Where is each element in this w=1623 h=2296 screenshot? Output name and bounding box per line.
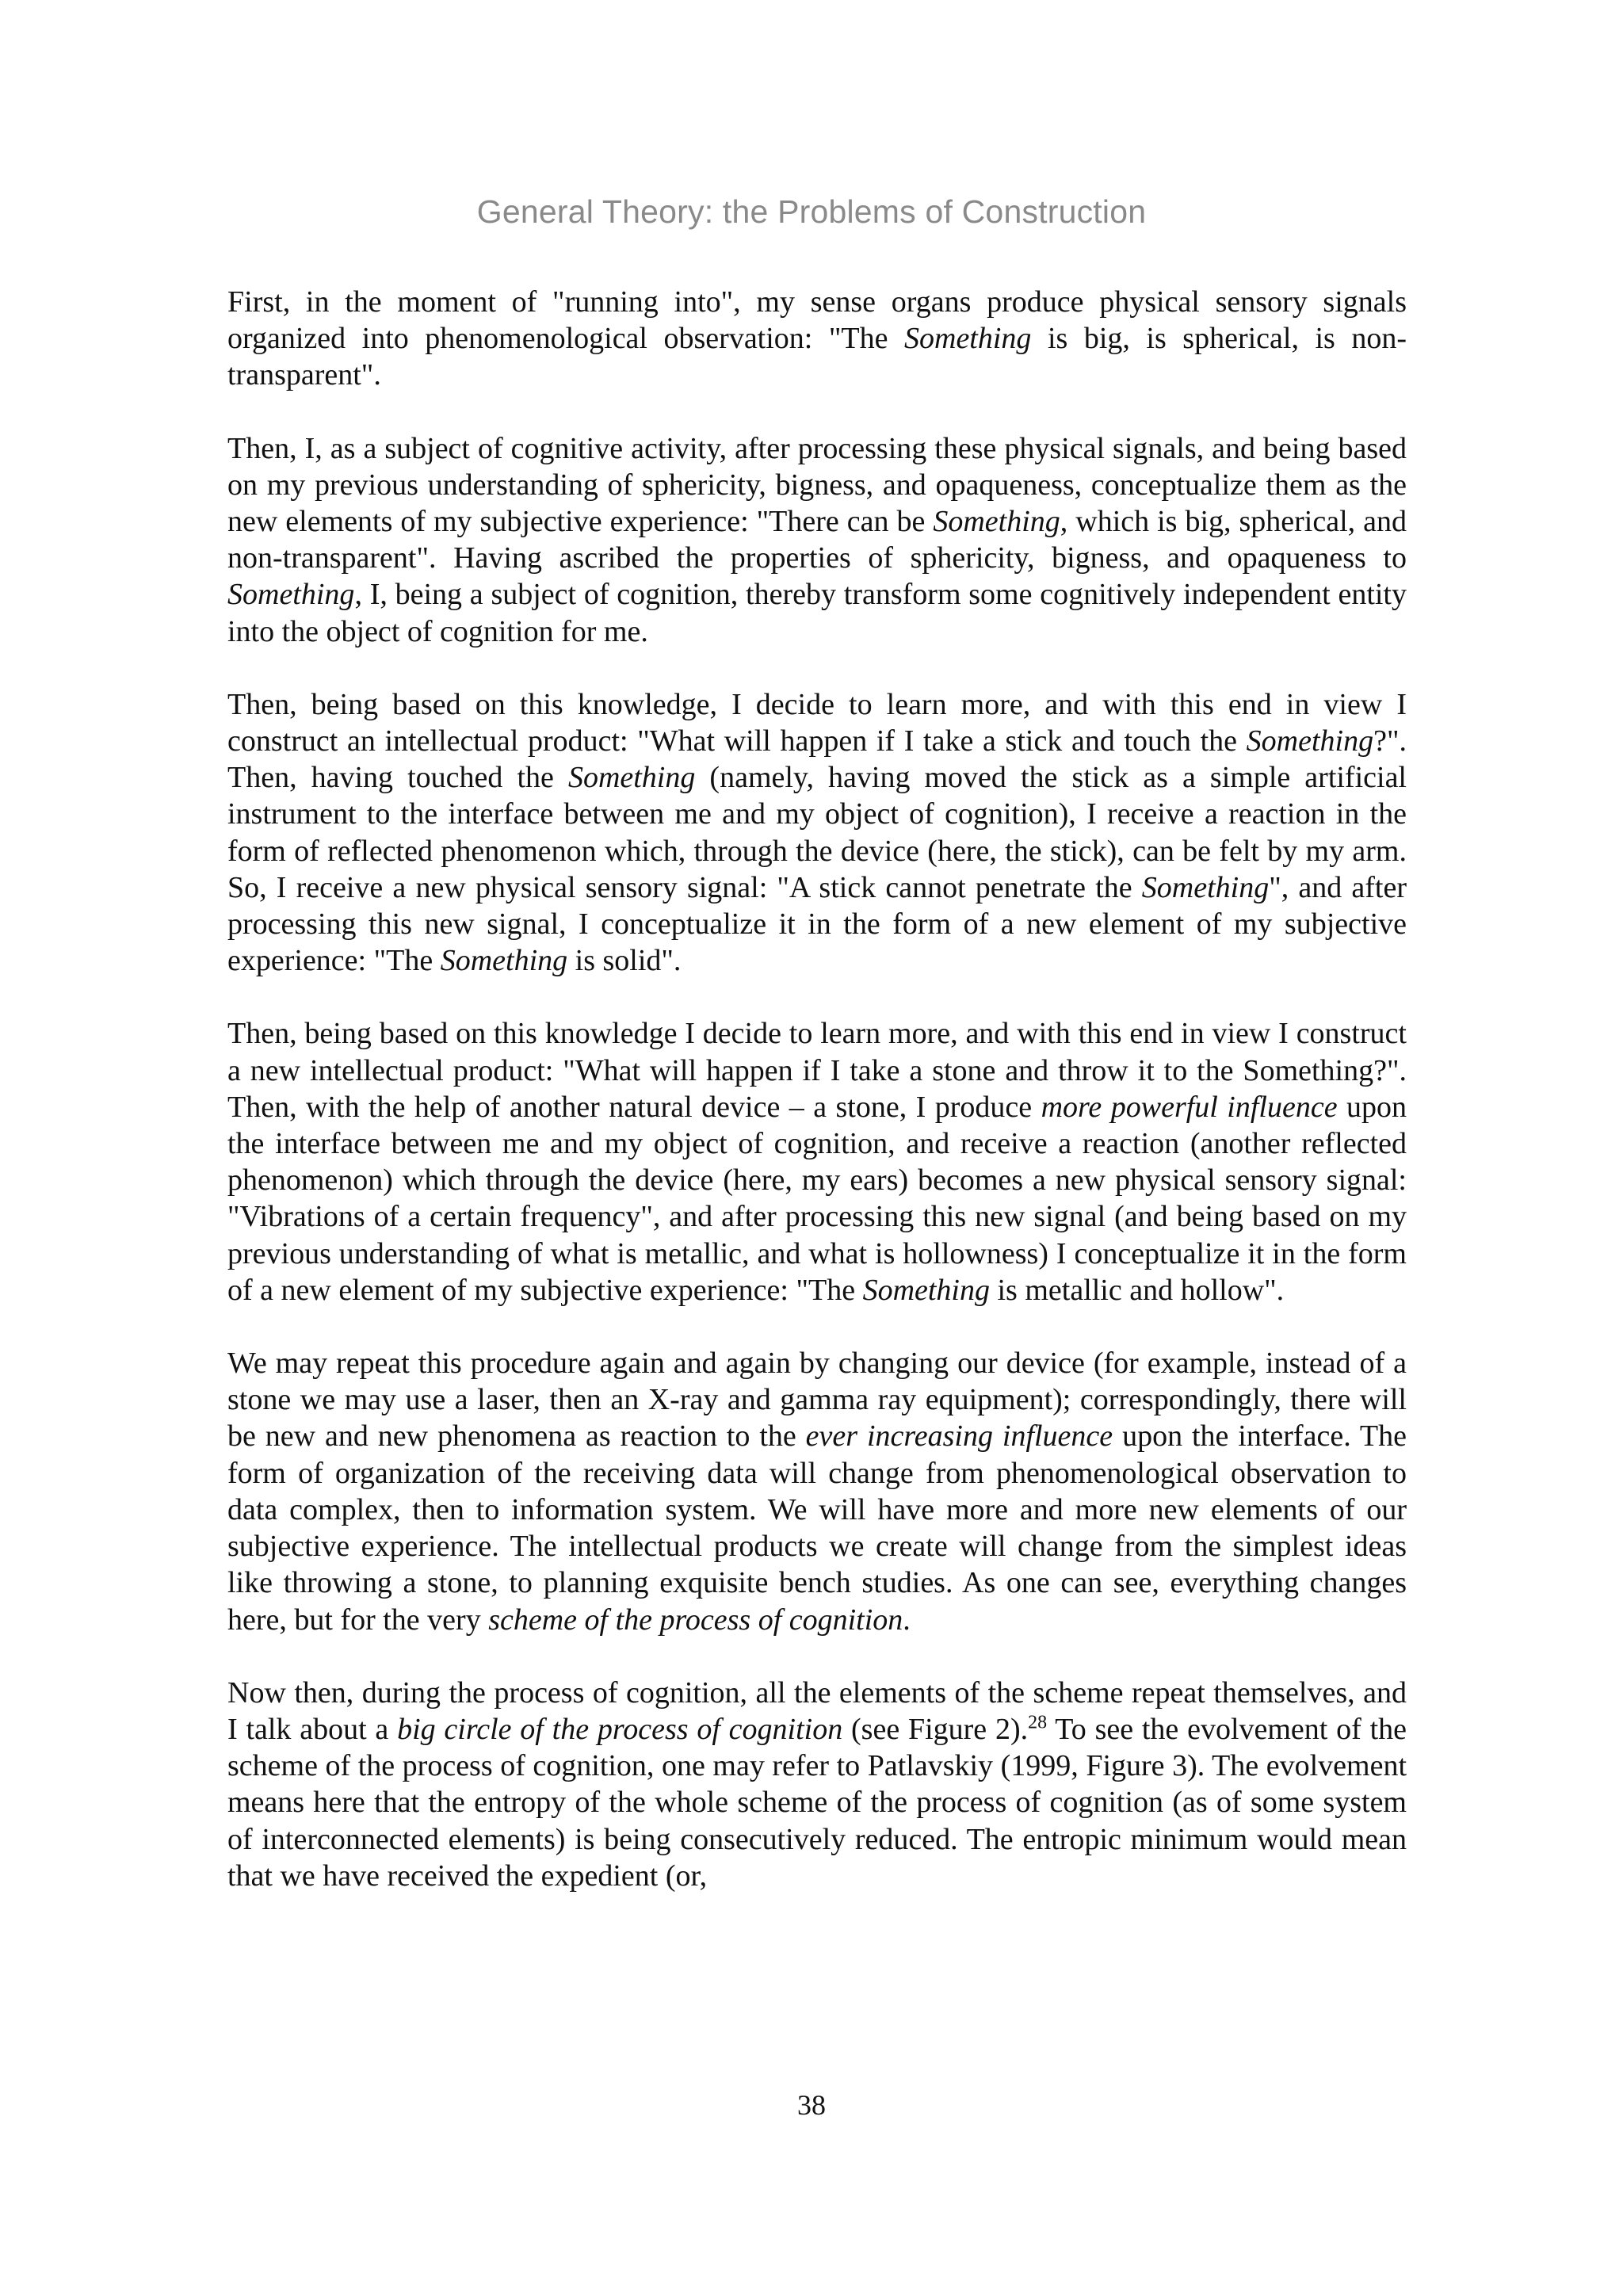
text-run: (namely, having moved the stick as a simple artificial instrument to the interface between me and my object of cognition), I receive a reaction in the form of reflected phenomenon which, through the device (here, the stick), can be felt by my arm. So, I receive a new physical sensory signal: "A stick cannot penetrate the bbox=[227, 761, 1407, 904]
italic-run: more powerful influence bbox=[1041, 1090, 1338, 1124]
text-run: is solid". bbox=[567, 944, 682, 978]
italic-run: Something bbox=[862, 1273, 990, 1307]
italic-run: Something bbox=[567, 761, 696, 795]
italic-run: Something bbox=[440, 944, 568, 978]
italic-run: Something bbox=[904, 322, 1032, 356]
text-run: ", and after processing this new signal, I conceptualize it in the form of a new element of my subjective experience: "The bbox=[227, 870, 1407, 978]
italic-run: scheme of the process of cognition bbox=[488, 1603, 903, 1637]
text-run: . bbox=[903, 1603, 911, 1637]
text-run: is big, is spherical, is non-transparent". bbox=[227, 322, 1407, 392]
text-run: ?". Then, having touched the bbox=[227, 724, 1407, 795]
paragraph-5 bbox=[227, 1345, 1407, 1638]
paragraph-4 bbox=[227, 1015, 1407, 1308]
paragraph-1 bbox=[227, 284, 1407, 394]
italic-run: Something bbox=[1246, 724, 1374, 758]
text-run: , which is big, spherical, and non-transparent". Having ascribed the properties of sphericity, bigness, and opaqueness to bbox=[227, 505, 1407, 575]
text-run: First, in the moment of "running into", my sense organs produce physical sensory signals organized into phenomenological observation: "The bbox=[227, 285, 1407, 356]
paragraph-2 bbox=[227, 430, 1407, 650]
italic-run: Something bbox=[1141, 870, 1270, 904]
text-run: Then, I, as a subject of cognitive activity, after processing these physical signals, and being based on my previous understanding of sphericity, bigness, and opaqueness, conceptualize them as the new elements of my subjective experience: "There can be bbox=[227, 431, 1407, 539]
italic-run: ever increasing influence bbox=[805, 1419, 1113, 1454]
text-run: Now then, during the process of cognition, all the elements of the scheme repeat themselves, and I talk about a bbox=[227, 1675, 1407, 1746]
text-run: upon the interface between me and my object of cognition, and receive a reaction (another reflected phenomenon) which through the device (here, my ears) becomes a new physical sensory signal: "Vibrations of a certain frequency", and after processing this new signal (and being based on my previous understanding of what is metallic, and what is hollowness) I conceptualize it in the form of a new element of my subjective experience: "The bbox=[227, 1090, 1407, 1307]
italic-run: Something bbox=[227, 578, 355, 612]
paragraph-6 bbox=[227, 1675, 1407, 1894]
running-header: General Theory: the Problems of Construction bbox=[476, 193, 1147, 230]
italic-run: big circle of the process of cognition bbox=[397, 1712, 843, 1746]
italic-run: Something bbox=[933, 505, 1060, 539]
body-text bbox=[227, 284, 1407, 1894]
text-run: Then, being based on this knowledge, I decide to learn more, and with this end in view I construct an intellectual product: "What will happen if I take a stick and touch the bbox=[227, 687, 1407, 758]
text-run: (see Figure 2). bbox=[842, 1712, 1029, 1746]
text-run: Then, being based on this knowledge I decide to learn more, and with this end in view I construct a new intellectual product: "What will happen if I take a stone and throw it to the Something?". Then, with the help of another natural device – a stone, I produce bbox=[227, 1017, 1407, 1124]
text-run: To see the evolvement of the scheme of the process of cognition, one may refer to Patlavskiy (1999, Figure 3). The evolvement means here that the entropy of the whole scheme of the process of cognition (as of some system of interconnected elements) is being consecutively reduced. The entropic minimum would mean that we have received the expedient (or, bbox=[227, 1712, 1407, 1893]
footnote-ref: 28 bbox=[1028, 1712, 1048, 1733]
text-run: , I, being a subject of cognition, thereby transform some cognitively independent entity into the object of cognition for me. bbox=[227, 578, 1407, 648]
text-run: is metallic and hollow". bbox=[990, 1273, 1285, 1307]
text-run: We may repeat this procedure again and again by changing our device (for example, instead of a stone we may use a laser, then an X-ray and gamma ray equipment); correspondingly, there will be new and new phenomena as reaction to the bbox=[227, 1347, 1407, 1454]
text-run: upon the interface. The form of organization of the receiving data will change from phenomenological observation to data complex, then to information system. We will have more and more new elements of our subjective experience. The intellectual products we create will change from the simplest ideas like throwing a stone, to planning exquisite bench studies. As one can see, everything changes here, but for the very bbox=[227, 1419, 1407, 1637]
paragraph-3 bbox=[227, 686, 1407, 980]
page-number: 38 bbox=[797, 2089, 826, 2121]
